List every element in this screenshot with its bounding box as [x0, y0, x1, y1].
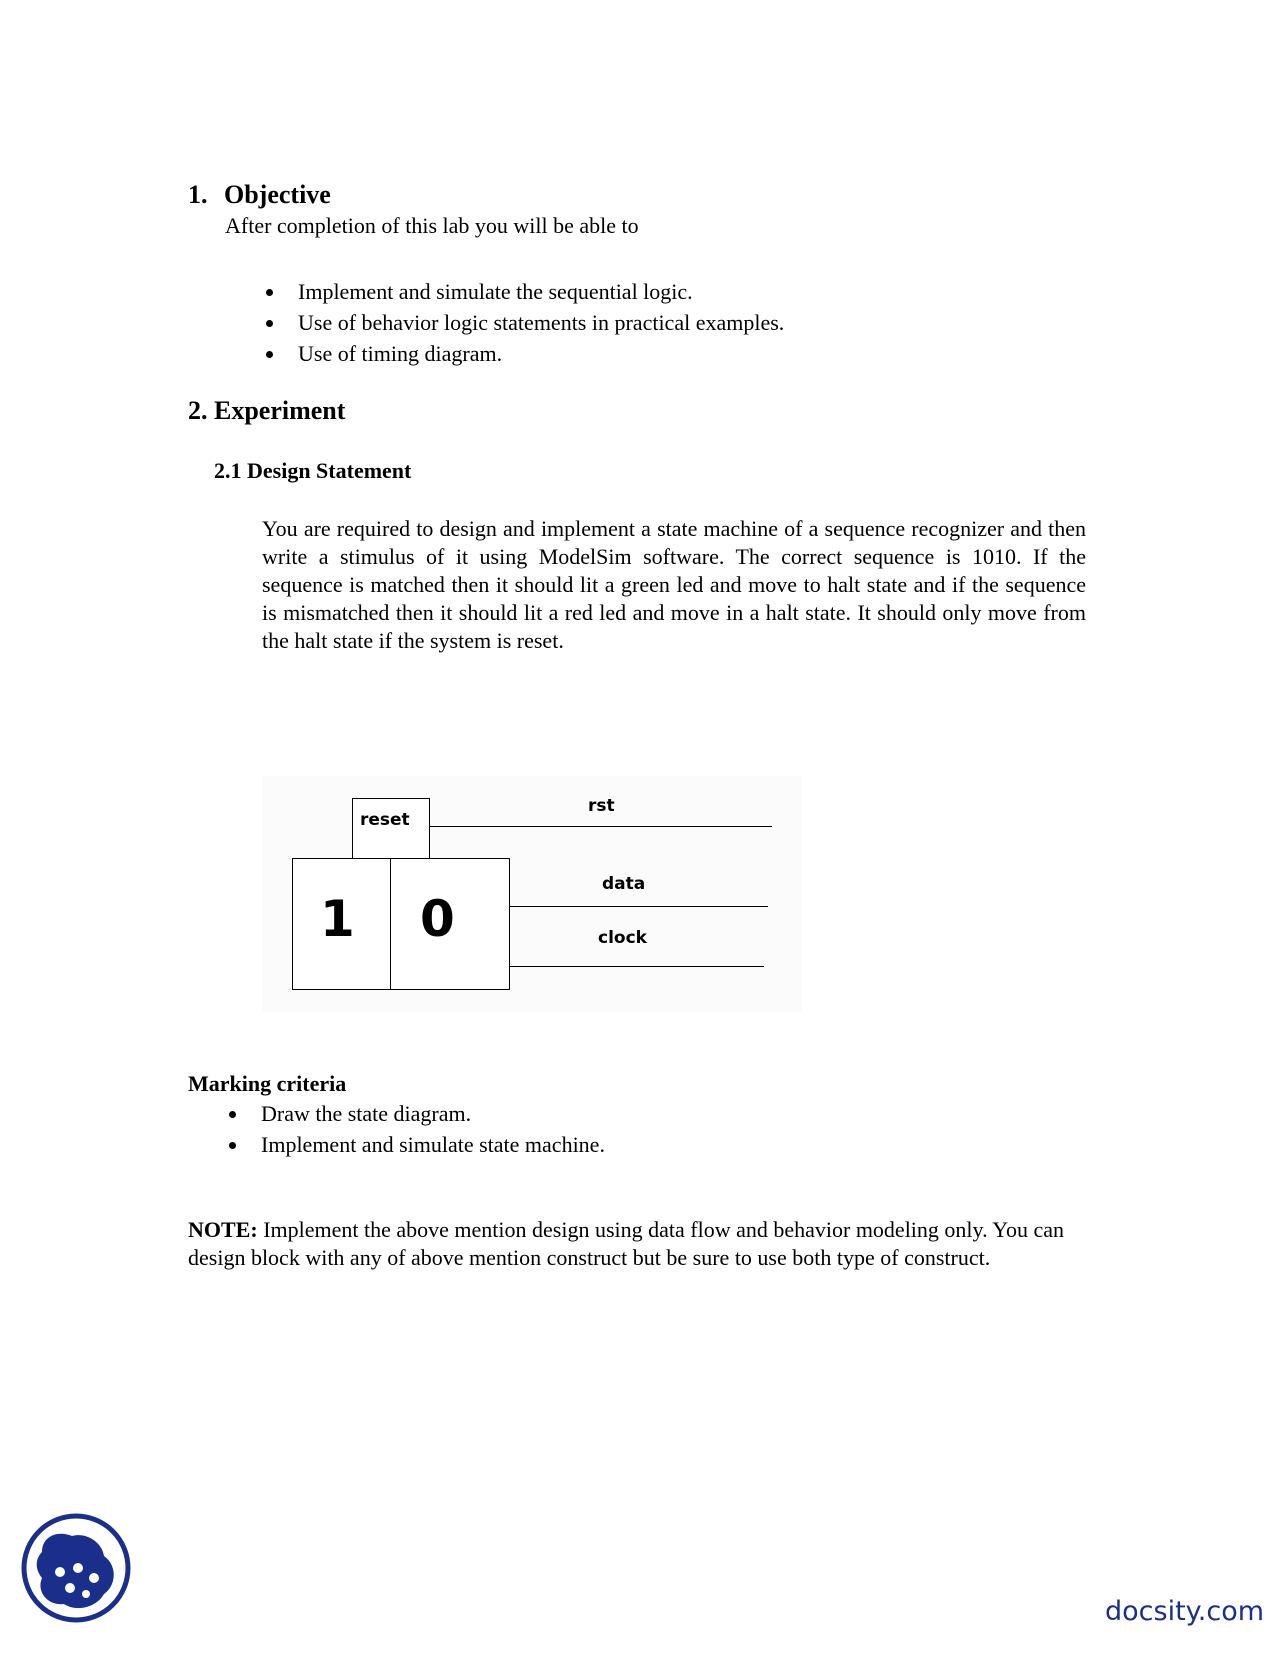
note-label: NOTE:	[188, 1217, 258, 1242]
clock-line	[510, 966, 764, 967]
clock-label: clock	[598, 928, 647, 948]
experiment-heading	[188, 396, 345, 426]
marking-criteria-list	[225, 1098, 925, 1160]
experiment-number: 2.	[188, 396, 208, 425]
list-item: Use of behavior logic statements in practical examples.	[262, 307, 962, 338]
note-text: Implement the above mention design using data flow and behavior modeling only. You can design block with any of above mention construct but be sure to use both type of construct.	[188, 1217, 1064, 1270]
list-item: Use of timing diagram.	[262, 338, 962, 369]
marking-criteria-heading: Marking criteria	[188, 1071, 347, 1096]
note-paragraph	[188, 1216, 1078, 1272]
list-item: Implement and simulate state machine.	[225, 1129, 925, 1160]
objective-title: Objective	[224, 180, 331, 209]
block-diagram	[262, 776, 802, 1012]
digit-zero: 0	[420, 890, 455, 948]
sequence-divider	[390, 858, 391, 990]
digit-one: 1	[320, 890, 355, 948]
list-item: Implement and simulate the sequential logic.	[262, 276, 962, 307]
objective-intro: After completion of this lab you will be able to	[225, 213, 639, 238]
objective-list	[262, 276, 962, 369]
data-line	[510, 906, 768, 907]
rst-line	[430, 826, 772, 827]
experiment-title: Experiment	[214, 396, 346, 425]
data-label: data	[602, 874, 646, 894]
docsity-logo-icon[interactable]	[20, 1512, 132, 1624]
list-item: Draw the state diagram.	[225, 1098, 925, 1129]
design-statement-body: You are required to design and implement a state machine of a sequence recognizer and then write a stimulus of it using ModelSim software. The correct sequence is 1010. If the sequence is matched then it should lit a green led and move to halt state and if the sequence is mismatched then it should lit a red led and move in a halt state. It should only move from the halt state if the system is reset.	[262, 516, 1086, 653]
objective-number: 1.	[188, 180, 208, 209]
docsity-brand-link[interactable]: docsity.com	[1105, 1596, 1265, 1627]
reset-label: reset	[360, 810, 410, 830]
objective-heading	[188, 180, 331, 210]
design-statement-heading: 2.1 Design Statement	[214, 458, 412, 483]
rst-label: rst	[588, 796, 615, 816]
